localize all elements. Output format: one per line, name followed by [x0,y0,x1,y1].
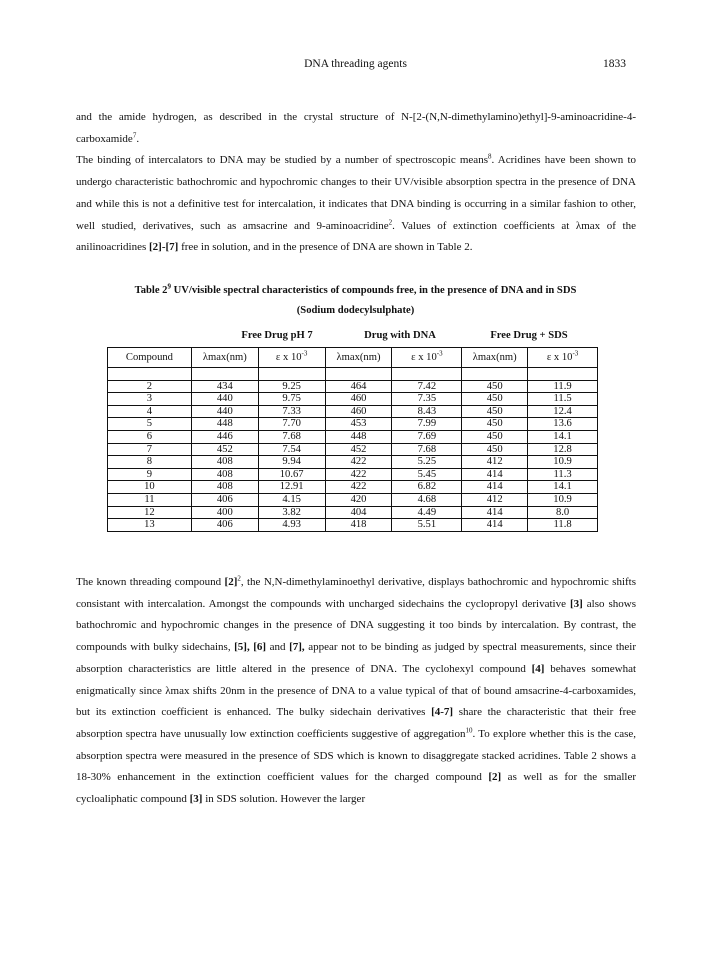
table-row [108,481,598,494]
cell-eps-free: 9.25 [258,380,325,393]
group-free-drug: Free Drug pH 7 [241,330,313,341]
cell-lambda-free: 440 [191,405,258,418]
cell-eps-sds: 10.9 [528,456,598,469]
table-row [108,493,598,506]
running-header [0,58,711,74]
table-row [108,506,598,519]
col-header-lambda-dna: λmax(nm) [325,348,392,368]
cell-eps-sds: 13.6 [528,418,598,431]
cell-compound: 3 [108,393,192,406]
table-caption: Table $2^9$ UV/visible spectral characteristics of compounds free, in the presence of DNA and in SDS [134,282,577,296]
table-row [108,456,598,469]
cell-lambda-free: 408 [191,481,258,494]
cell-lambda-dna: 453 [325,418,392,431]
intro-text [76,107,636,259]
cell-eps-dna: 4.68 [392,493,462,506]
cell-eps-free: 10.67 [258,468,325,481]
cell-eps-dna: 8.43 [392,405,462,418]
cell-eps-dna: 6.82 [392,481,462,494]
cell-eps-sds: 14.1 [528,481,598,494]
cell-lambda-dna: 464 [325,380,392,393]
cell-compound: 10 [108,481,192,494]
cell-eps-free: 7.68 [258,430,325,443]
cell-lambda-sds: 450 [462,405,528,418]
intro-paragraph-2: The binding of intercalators to DNA may be studied by a number of spectroscopic means$^8$. Acridines have been shown to undergo characteristic bathochromic and hypochromic changes to their UV/visible absorption spectra in the presence of DNA and while this is not a definitive test for intercalation, it indicates that DNA binding is occurring in a similar fashion to other, well studied, derivatives, such as amsacrine and 9-aminoacridine$^2$. Values of extinction coefficients at λmax of the anilinoacridines [2]-[7] free in solution, and in the presence of DNA are shown in Table 2. [76,152,637,254]
cell-compound: 6 [108,430,192,443]
cell-lambda-dna: 452 [325,443,392,456]
cell-lambda-dna: 422 [325,468,392,481]
cell-lambda-sds: 414 [462,468,528,481]
cell-lambda-dna: 460 [325,393,392,406]
group-free-drug-sds: Free Drug + SDS [490,330,568,341]
cell-eps-dna: 5.45 [392,468,462,481]
cell-eps-sds: 12.4 [528,405,598,418]
cell-eps-sds: 11.5 [528,393,598,406]
cell-lambda-sds: 450 [462,393,528,406]
cell-eps-dna: 7.69 [392,430,462,443]
col-header-compound: Compound [108,348,192,368]
col-header-eps-dna: ε x $10^{-3}$ [392,348,462,368]
cell-eps-dna: 5.25 [392,456,462,469]
cell-compound: 8 [108,456,192,469]
table-row [108,443,598,456]
cell-compound: 9 [108,468,192,481]
table-row [108,519,598,532]
cell-eps-dna: 5.51 [392,519,462,532]
cell-lambda-free: 446 [191,430,258,443]
cell-eps-sds: 11.3 [528,468,598,481]
cell-eps-free: 9.94 [258,456,325,469]
cell-lambda-sds: 450 [462,418,528,431]
cell-lambda-sds: 414 [462,506,528,519]
table-row [108,380,598,393]
discussion-text [76,572,636,811]
cell-eps-free: 4.93 [258,519,325,532]
table-row [108,430,598,443]
cell-compound: 11 [108,493,192,506]
col-header-eps-free: ε x $10^{-3}$ [258,348,325,368]
cell-lambda-dna: 448 [325,430,392,443]
cell-lambda-sds: 412 [462,493,528,506]
cell-lambda-sds: 450 [462,443,528,456]
col-header-lambda-sds: λmax(nm) [462,348,528,368]
cell-eps-free: 7.33 [258,405,325,418]
cell-eps-free: 9.75 [258,393,325,406]
cell-eps-dna: 7.35 [392,393,462,406]
cell-compound: 5 [108,418,192,431]
cell-lambda-free: 440 [191,393,258,406]
table-header-row [108,348,598,368]
table-spacer-row [108,368,598,381]
cell-eps-sds: 12.8 [528,443,598,456]
table-row [108,405,598,418]
cell-eps-free: 3.82 [258,506,325,519]
cell-eps-sds: 8.0 [528,506,598,519]
cell-eps-free: 4.15 [258,493,325,506]
intro-paragraph-1: and the amide hydrogen, as described in the crystal structure of N-[2-(N,N-dimethylamino)ethyl]-9-aminoacridine-4-carboxamide$^7$. [76,111,636,145]
cell-eps-sds: 11.8 [528,519,598,532]
cell-lambda-sds: 414 [462,481,528,494]
cell-compound: 4 [108,405,192,418]
table-row [108,418,598,431]
cell-eps-sds: 11.9 [528,380,598,393]
page-number: 1833 [603,58,626,70]
cell-compound: 13 [108,519,192,532]
cell-lambda-free: 452 [191,443,258,456]
cell-compound: 12 [108,506,192,519]
spectral-data-table [107,347,598,532]
cell-lambda-free: 434 [191,380,258,393]
cell-eps-dna: 7.68 [392,443,462,456]
table-caption-line2: (Sodium dodecylsulphate) [296,305,415,316]
cell-lambda-dna: 404 [325,506,392,519]
cell-lambda-free: 400 [191,506,258,519]
cell-eps-sds: 14.1 [528,430,598,443]
table-group-headers [107,330,598,344]
cell-lambda-dna: 422 [325,456,392,469]
cell-lambda-dna: 422 [325,481,392,494]
col-header-lambda-free: λmax(nm) [191,348,258,368]
cell-eps-free: 7.54 [258,443,325,456]
cell-lambda-dna: 418 [325,519,392,532]
cell-eps-dna: 7.99 [392,418,462,431]
cell-eps-dna: 7.42 [392,380,462,393]
cell-eps-free: 7.70 [258,418,325,431]
cell-eps-free: 12.91 [258,481,325,494]
cell-lambda-free: 408 [191,468,258,481]
cell-eps-sds: 10.9 [528,493,598,506]
cell-lambda-free: 448 [191,418,258,431]
cell-eps-dna: 4.49 [392,506,462,519]
cell-lambda-sds: 450 [462,430,528,443]
table-row [108,393,598,406]
cell-lambda-free: 406 [191,519,258,532]
discussion-paragraph: The known threading compound $[2]^2$, the N,N-dimethylaminoethyl derivative, displays bathochromic and hypochromic shifts consistant with intercalation. Amongst the compounds with uncharged sidechains the cyclopropyl derivative [3] also shows bathochromic and hypochromic changes in the presence of DNA suggesting it too binds by intercalation. By contrast, the compounds with bulky sidechains, [5], [6] and [7], appear not to be binding as judged by spectral measurements, since their absorption characteristics are little altered in the presence of DNA. The cyclohexyl compound [4] behaves somewhat enigmatically since λmax shifts 20nm in the presence of DNA to a value typical of that of bound amsacrine-4-carboxamides, but its extinction coefficient is enhanced. The bulky sidechain derivatives [4-7] share the characteristic that their free absorption spectra have unusually low extinction coefficients suggestive of aggregation$^{10}$. To explore whether this is the case, absorption spectra were measured in the presence of SDS which is known to disaggregate stacked acridines. Table 2 shows a 18-30% enhancement in the extinction coefficient values for the charged compound [2] as well as for the smaller cycloaliphatic compound [3] in SDS solution. However the larger [76,574,637,806]
cell-lambda-sds: 412 [462,456,528,469]
table-row [108,468,598,481]
running-title: DNA threading agents [304,58,407,70]
cell-lambda-free: 408 [191,456,258,469]
cell-lambda-free: 406 [191,493,258,506]
col-header-eps-sds: ε x $10^{-3}$ [528,348,598,368]
cell-lambda-dna: 420 [325,493,392,506]
cell-lambda-sds: 414 [462,519,528,532]
cell-lambda-sds: 450 [462,380,528,393]
cell-compound: 2 [108,380,192,393]
group-drug-dna: Drug with DNA [364,330,436,341]
cell-compound: 7 [108,443,192,456]
cell-lambda-dna: 460 [325,405,392,418]
